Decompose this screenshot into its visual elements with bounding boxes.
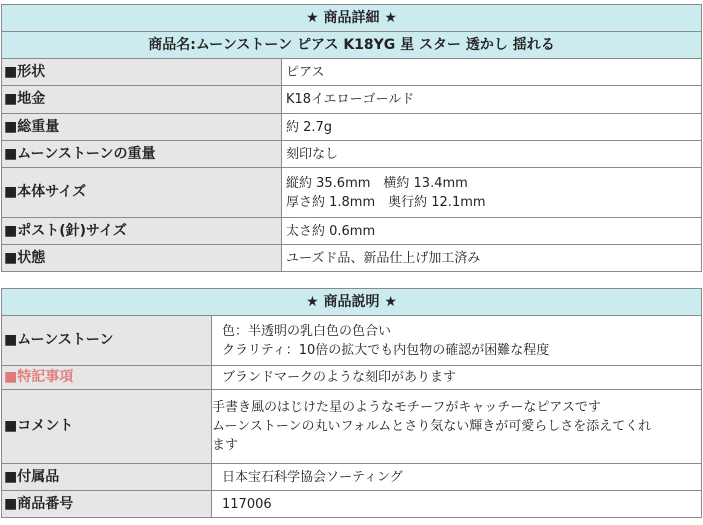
value-comment: [212, 390, 702, 464]
comment-line: ムーンストーンの丸いフォルムとさり気ない輝きが可愛らしさを添えてくれ: [212, 419, 652, 434]
label-moonstone: ■ムーンストーン: [2, 316, 212, 366]
label-body-size: ■本体サイズ: [2, 168, 282, 218]
product-description-table: [1, 288, 702, 518]
value-moonstone: [212, 316, 702, 366]
moonstone-line: 色：半透明の乳白色の色合い: [222, 323, 392, 339]
details-header: ★ 商品詳細 ★: [2, 5, 702, 32]
value-condition: ユーズド品、新品仕上げ加工済み: [282, 245, 702, 272]
label-total-weight: ■総重量: [2, 114, 282, 141]
label-shape: ■形状: [2, 59, 282, 86]
label-post-size: ■ポスト(針)サイズ: [2, 218, 282, 245]
label-condition: ■状態: [2, 245, 282, 272]
comment-line: ます: [212, 438, 239, 453]
value-item-number: 117006: [212, 491, 702, 518]
value-body-size: [282, 168, 702, 218]
value-post-size: 太さ約 0.6mm: [282, 218, 702, 245]
description-header: ★ 商品説明 ★: [2, 289, 702, 316]
body-size-line: 厚さ約 1.8mm 奥行約 12.1mm: [286, 194, 486, 210]
value-metal: K18イエローゴールド: [282, 86, 702, 114]
value-accessories: 日本宝石科学協会ソーティング: [212, 464, 702, 491]
label-comment: ■コメント: [2, 390, 212, 464]
label-item-number: ■商品番号: [2, 491, 212, 518]
product-details-table: [1, 4, 702, 272]
value-total-weight: 約 2.7g: [282, 114, 702, 141]
value-special-notes: ブランドマークのような刻印があります: [212, 366, 702, 390]
value-shape: ピアス: [282, 59, 702, 86]
label-special-notes: ■特記事項: [2, 366, 212, 390]
product-name: 商品名:ムーンストーン ピアス K18YG 星 スター 透かし 揺れる: [2, 32, 702, 59]
label-accessories: ■付属品: [2, 464, 212, 491]
label-stone-weight: ■ムーンストーンの重量: [2, 141, 282, 168]
moonstone-line: クラリティ：10倍の拡大でも内包物の確認が困難な程度: [222, 342, 550, 358]
label-metal: ■地金: [2, 86, 282, 114]
body-size-line: 縦約 35.6mm 横約 13.4mm: [286, 175, 468, 191]
comment-line: 手書き風のはじけた星のようなモチーフがキャッチーなピアスです: [212, 400, 601, 415]
value-stone-weight: 刻印なし: [282, 141, 702, 168]
